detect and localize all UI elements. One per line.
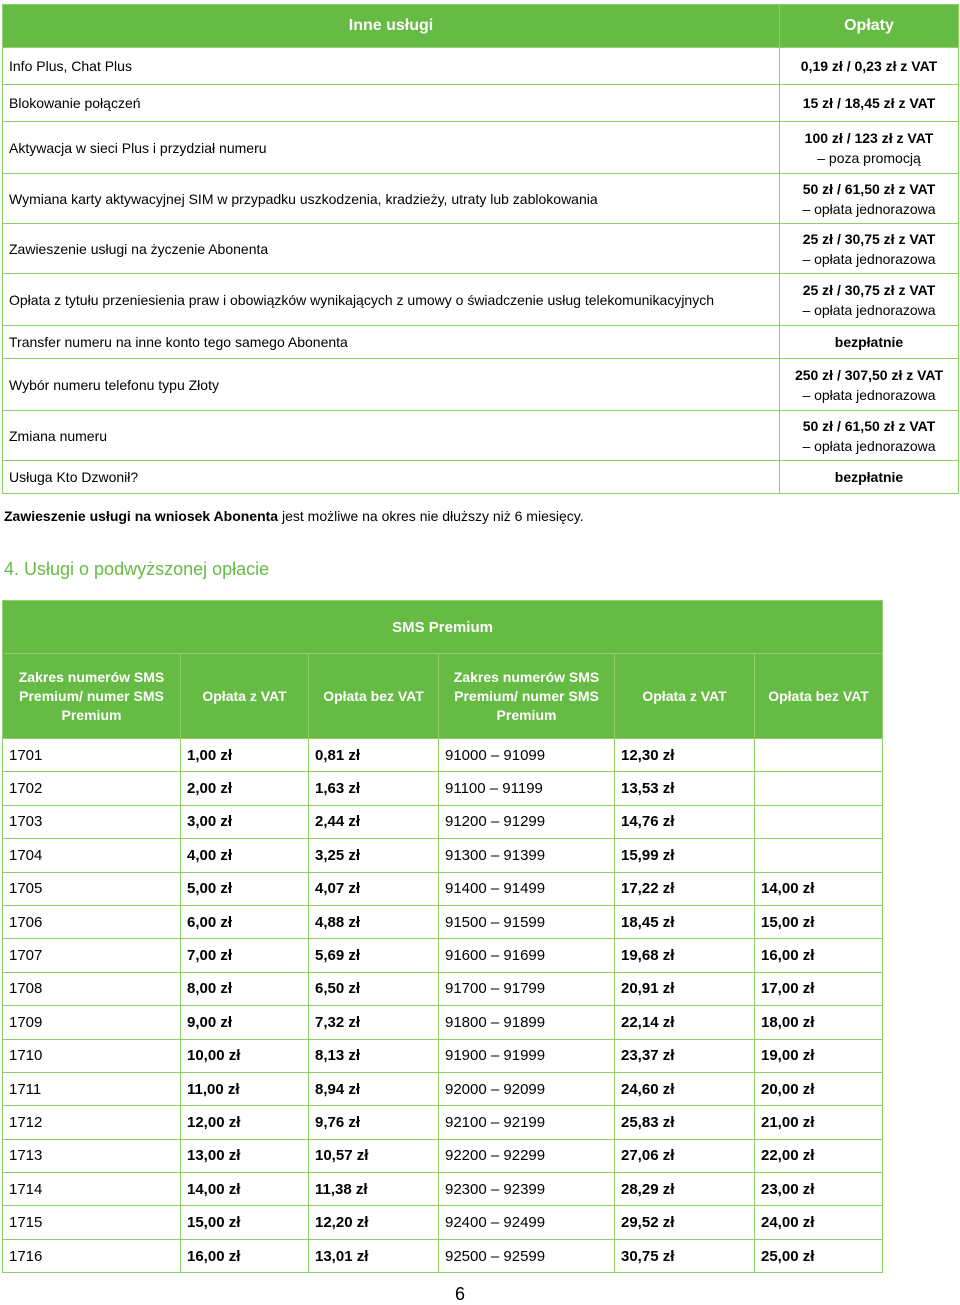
sms-premium-cell: 1,63 zł: [309, 772, 439, 805]
service-fee: 25 zł / 30,75 zł z VAT: [802, 281, 936, 298]
sms-premium-cell: 15,00 zł: [181, 1206, 309, 1239]
other-services-header: [3, 5, 959, 48]
sms-premium-row: [3, 1173, 883, 1206]
sms-premium-cell: 91900 – 91999: [439, 1039, 615, 1072]
sms-premium-cell: 20,91 zł: [615, 972, 755, 1005]
sms-premium-cell: 92400 – 92499: [439, 1206, 615, 1239]
service-row: [3, 224, 959, 274]
sms-premium-cell: 10,57 zł: [309, 1139, 439, 1172]
sms-premium-cell: 15,99 zł: [615, 839, 755, 872]
sms-premium-cell: 11,00 zł: [181, 1072, 309, 1105]
sms-premium-cell: 11,38 zł: [309, 1173, 439, 1206]
sms-premium-cell: 13,53 zł: [615, 772, 755, 805]
service-fee-cell: [780, 85, 959, 122]
sms-premium-cell: 1715: [3, 1206, 181, 1239]
sms-premium-row: [3, 1006, 883, 1039]
sms-premium-cell: 23,37 zł: [615, 1039, 755, 1072]
sms-premium-cell: 1702: [3, 772, 181, 805]
sms-premium-cell: 29,52 zł: [615, 1206, 755, 1239]
sms-premium-cell: 91100 – 91199: [439, 772, 615, 805]
sms-premium-cell: 6,50 zł: [309, 972, 439, 1005]
sms-premium-row: [3, 939, 883, 972]
sms-premium-cell: 10,00 zł: [181, 1039, 309, 1072]
sms-premium-cell: [755, 805, 883, 838]
sms-premium-table: [2, 600, 883, 1273]
sms-premium-cell: 5,69 zł: [309, 939, 439, 972]
service-fee-note: – opłata jednorazowa: [802, 386, 936, 403]
sms-premium-row: [3, 972, 883, 1005]
sms-premium-cell: 92100 – 92199: [439, 1106, 615, 1139]
service-fee: bezpłatnie: [834, 334, 904, 350]
service-fee-cell: [780, 411, 959, 461]
sms-premium-cell: 15,00 zł: [755, 905, 883, 938]
sms-premium-cell: 1711: [3, 1072, 181, 1105]
sms-premium-cell: 91700 – 91799: [439, 972, 615, 1005]
suspension-note-text: jest możliwe na okres nie dłuższy niż 6 miesięcy.: [278, 508, 584, 524]
sms-premium-cell: 91800 – 91899: [439, 1006, 615, 1039]
sms-column-header: Opłata bez VAT: [309, 654, 439, 739]
service-name: Transfer numeru na inne konto tego samego Abonenta: [3, 326, 780, 359]
sms-column-header: Opłata z VAT: [181, 654, 309, 739]
sms-premium-cell: 25,83 zł: [615, 1106, 755, 1139]
sms-premium-cell: 9,76 zł: [309, 1106, 439, 1139]
sms-premium-row: [3, 772, 883, 805]
sms-premium-row: [3, 1039, 883, 1072]
sms-premium-cell: 22,14 zł: [615, 1006, 755, 1039]
sms-premium-cell: 18,00 zł: [755, 1006, 883, 1039]
sms-premium-row: [3, 1139, 883, 1172]
service-row: [3, 274, 959, 326]
sms-premium-row: [3, 1106, 883, 1139]
sms-premium-cell: [755, 772, 883, 805]
sms-column-header: Opłata z VAT: [615, 654, 755, 739]
sms-premium-cell: 18,45 zł: [615, 905, 755, 938]
sms-premium-cell: 92000 – 92099: [439, 1072, 615, 1105]
service-row: [3, 174, 959, 224]
service-name: Wybór numeru telefonu typu Złoty: [3, 359, 780, 411]
service-row: [3, 48, 959, 85]
sms-column-header: Opłata bez VAT: [755, 654, 883, 739]
service-name: Wymiana karty aktywacyjnej SIM w przypadku uszkodzenia, kradzieży, utraty lub zablokowania: [3, 174, 780, 224]
sms-premium-cell: 8,13 zł: [309, 1039, 439, 1072]
sms-premium-cell: 16,00 zł: [755, 939, 883, 972]
sms-premium-cell: 17,22 zł: [615, 872, 755, 905]
sms-premium-cell: 91600 – 91699: [439, 939, 615, 972]
sms-premium-cell: 25,00 zł: [755, 1239, 883, 1272]
sms-premium-row: [3, 905, 883, 938]
service-name: Usługa Kto Dzwonił?: [3, 461, 780, 494]
sms-premium-cell: 1701: [3, 739, 181, 772]
sms-premium-cell: 1707: [3, 939, 181, 972]
sms-premium-cell: 3,25 zł: [309, 839, 439, 872]
sms-premium-cell: 17,00 zł: [755, 972, 883, 1005]
sms-premium-row: [3, 872, 883, 905]
service-fee-cell: [780, 326, 959, 359]
sms-premium-cell: 4,07 zł: [309, 872, 439, 905]
sms-premium-cell: 21,00 zł: [755, 1106, 883, 1139]
section-title: 4. Usługi o podwyższonej opłacie: [4, 559, 270, 579]
service-row: [3, 326, 959, 359]
sms-premium-cell: 1716: [3, 1239, 181, 1272]
service-fee: 250 zł / 307,50 zł z VAT: [794, 366, 944, 383]
sms-premium-cell: 8,00 zł: [181, 972, 309, 1005]
service-fee: bezpłatnie: [834, 469, 904, 485]
sms-premium-cell: 20,00 zł: [755, 1072, 883, 1105]
sms-premium-cell: 7,00 zł: [181, 939, 309, 972]
sms-premium-cell: 13,00 zł: [181, 1139, 309, 1172]
sms-premium-cell: 24,00 zł: [755, 1206, 883, 1239]
service-fee-cell: [780, 274, 959, 326]
header-fees: Opłaty: [780, 5, 959, 48]
sms-premium-cell: 1703: [3, 805, 181, 838]
service-fee-cell: [780, 122, 959, 174]
sms-premium-title: SMS Premium: [3, 601, 883, 654]
sms-premium-row: [3, 1206, 883, 1239]
service-fee: 15 zł / 18,45 zł z VAT: [802, 95, 936, 111]
sms-premium-cell: 30,75 zł: [615, 1239, 755, 1272]
service-fee: 50 zł / 61,50 zł z VAT: [802, 180, 936, 197]
other-services-table: [2, 4, 959, 494]
sms-premium-cell: 23,00 zł: [755, 1173, 883, 1206]
sms-column-header: Zakres numerów SMS Premium/ numer SMS Premium: [3, 654, 181, 739]
service-fee: 100 zł / 123 zł z VAT: [804, 129, 934, 146]
sms-premium-row: [3, 739, 883, 772]
sms-premium-cell: 1710: [3, 1039, 181, 1072]
service-fee: 25 zł / 30,75 zł z VAT: [802, 230, 936, 247]
sms-premium-cell: 12,20 zł: [309, 1206, 439, 1239]
sms-premium-cell: 1,00 zł: [181, 739, 309, 772]
sms-premium-cell: 92500 – 92599: [439, 1239, 615, 1272]
sms-premium-cell: 19,68 zł: [615, 939, 755, 972]
sms-premium-cell: 1712: [3, 1106, 181, 1139]
service-fee-note: – poza promocją: [817, 149, 921, 166]
sms-premium-cell: 13,01 zł: [309, 1239, 439, 1272]
service-name: Info Plus, Chat Plus: [3, 48, 780, 85]
sms-premium-cell: 7,32 zł: [309, 1006, 439, 1039]
page-number: 6: [454, 1284, 465, 1304]
sms-premium-row: [3, 1239, 883, 1272]
suspension-note: [4, 508, 584, 524]
sms-premium-cell: 2,00 zł: [181, 772, 309, 805]
sms-premium-cell: [755, 739, 883, 772]
sms-premium-cell: 1704: [3, 839, 181, 872]
sms-premium-cell: 1706: [3, 905, 181, 938]
sms-premium-cell: 6,00 zł: [181, 905, 309, 938]
sms-premium-cell: 91000 – 91099: [439, 739, 615, 772]
sms-premium-cell: 14,00 zł: [181, 1173, 309, 1206]
sms-premium-cell: 91500 – 91599: [439, 905, 615, 938]
service-row: [3, 122, 959, 174]
sms-premium-cell: 91400 – 91499: [439, 872, 615, 905]
suspension-note-bold: Zawieszenie usługi na wniosek Abonenta: [4, 508, 279, 524]
service-fee-cell: [780, 224, 959, 274]
sms-column-header: Zakres numerów SMS Premium/ numer SMS Premium: [439, 654, 615, 739]
service-name: Opłata z tytułu przeniesienia praw i obowiązków wynikających z umowy o świadczenie usług telekomunikacyjnych: [3, 274, 780, 326]
service-fee-cell: [780, 174, 959, 224]
service-fee-cell: [780, 461, 959, 494]
sms-premium-cell: 3,00 zł: [181, 805, 309, 838]
service-fee-note: – opłata jednorazowa: [802, 250, 936, 267]
sms-premium-cell: 8,94 zł: [309, 1072, 439, 1105]
sms-premium-cell: 5,00 zł: [181, 872, 309, 905]
sms-premium-cell: 24,60 zł: [615, 1072, 755, 1105]
sms-premium-cell: 27,06 zł: [615, 1139, 755, 1172]
sms-premium-header: [3, 654, 883, 739]
sms-premium-cell: 14,76 zł: [615, 805, 755, 838]
sms-premium-row: [3, 805, 883, 838]
service-row: [3, 411, 959, 461]
service-fee-note: – opłata jednorazowa: [802, 200, 936, 217]
sms-premium-row: [3, 839, 883, 872]
sms-premium-cell: 19,00 zł: [755, 1039, 883, 1072]
header-services: Inne usługi: [3, 5, 780, 48]
sms-premium-cell: 4,88 zł: [309, 905, 439, 938]
sms-premium-cell: 2,44 zł: [309, 805, 439, 838]
service-fee: 0,19 zł / 0,23 zł z VAT: [800, 58, 938, 74]
sms-premium-cell: 22,00 zł: [755, 1139, 883, 1172]
sms-premium-cell: 1705: [3, 872, 181, 905]
sms-premium-cell: 12,30 zł: [615, 739, 755, 772]
sms-premium-cell: 0,81 zł: [309, 739, 439, 772]
service-fee: 50 zł / 61,50 zł z VAT: [802, 417, 936, 434]
sms-premium-cell: 1708: [3, 972, 181, 1005]
sms-premium-cell: 91300 – 91399: [439, 839, 615, 872]
sms-premium-cell: 1713: [3, 1139, 181, 1172]
sms-premium-cell: 91200 – 91299: [439, 805, 615, 838]
service-fee-note: – opłata jednorazowa: [802, 301, 936, 318]
sms-premium-cell: 92300 – 92399: [439, 1173, 615, 1206]
sms-premium-cell: 9,00 zł: [181, 1006, 309, 1039]
sms-premium-cell: 16,00 zł: [181, 1239, 309, 1272]
sms-premium-cell: 12,00 zł: [181, 1106, 309, 1139]
service-name: Aktywacja w sieci Plus i przydział numeru: [3, 122, 780, 174]
sms-premium-cell: 28,29 zł: [615, 1173, 755, 1206]
sms-premium-row: [3, 1072, 883, 1105]
service-name: Zmiana numeru: [3, 411, 780, 461]
service-row: [3, 359, 959, 411]
sms-premium-cell: 1714: [3, 1173, 181, 1206]
service-row: [3, 461, 959, 494]
sms-premium-cell: [755, 839, 883, 872]
service-row: [3, 85, 959, 122]
service-name: Zawieszenie usługi na życzenie Abonenta: [3, 224, 780, 274]
service-fee-note: – opłata jednorazowa: [802, 437, 936, 454]
service-fee-cell: [780, 359, 959, 411]
sms-premium-cell: 92200 – 92299: [439, 1139, 615, 1172]
service-fee-cell: [780, 48, 959, 85]
sms-premium-cell: 14,00 zł: [755, 872, 883, 905]
service-name: Blokowanie połączeń: [3, 85, 780, 122]
sms-premium-cell: 4,00 zł: [181, 839, 309, 872]
sms-premium-cell: 1709: [3, 1006, 181, 1039]
